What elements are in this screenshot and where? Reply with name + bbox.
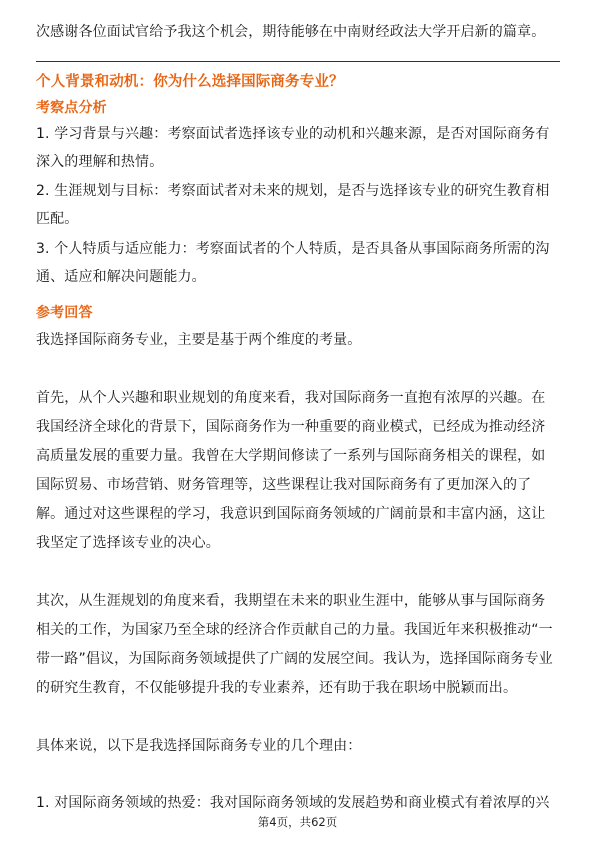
reason1-line1: 1. 对国际商务领域的热爱：我对国际商务领域的发展趋势和商业模式有着浓厚的兴 xyxy=(36,795,550,811)
para1-line5: 解。通过对这些课程的学习，我意识到国际商务领域的广阔前景和丰富内涵，这让 xyxy=(36,506,546,522)
answer-label: 参考回答 xyxy=(36,305,93,321)
page-number-footer: 第4页，共62页 xyxy=(257,815,338,829)
intro-line: 次感谢各位面试官给予我这个机会，期待能够在中南财经政法大学开启新的篇章。 xyxy=(36,24,546,40)
para1-line6: 我坚定了选择该专业的决心。 xyxy=(36,535,220,551)
analysis-item-1-line1: 1. 学习背景与兴趣：考察面试者选择该专业的动机和兴趣来源，是否对国际商务有 xyxy=(36,126,550,142)
para1-line4: 国际贸易、市场营销、财务管理等，这些课程让我对国际商务有了更加深入的了 xyxy=(36,477,532,493)
section-title: 个人背景和动机：你为什么选择国际商务专业？ xyxy=(36,74,344,90)
analysis-item-3-line1: 3. 个人特质与适应能力：考察面试者的个人特质，是否具备从事国际商务所需的沟 xyxy=(36,241,550,257)
para1-line2: 我国经济全球化的背景下，国际商务作为一种重要的商业模式，已经成为推动经济 xyxy=(36,419,546,435)
analysis-item-2-line1: 2. 生涯规划与目标：考察面试者对未来的规划，是否与选择该专业的研究生教育相 xyxy=(36,183,550,199)
para2-line1: 其次，从生涯规划的角度来看，我期望在未来的职业生涯中，能够从事与国际商务 xyxy=(36,593,546,609)
para3: 具体来说，以下是我选择国际商务专业的几个理由： xyxy=(36,738,362,754)
para1-line3: 高质量发展的重要力量。我曾在大学期间修读了一系列与国际商务相关的课程，如 xyxy=(36,448,546,464)
para2-line4: 的研究生教育，不仅能够提升我的专业素养，还有助于我在职场中脱颖而出。 xyxy=(36,680,518,696)
analysis-item-3-line2: 通、适应和解决问题能力。 xyxy=(36,269,206,285)
para1-line1: 首先，从个人兴趣和职业规划的角度来看，我对国际商务一直抱有浓厚的兴趣。在 xyxy=(36,390,546,406)
para2-line2: 相关的工作，为国家乃至全球的经济合作贡献自己的力量。我国近年来积极推动“一 xyxy=(36,622,553,638)
para2-line3: 带一路”倡议，为国际商务领域提供了广阔的发展空间。我认为，选择国际商务专业 xyxy=(36,651,553,667)
analysis-item-2-line2: 匹配。 xyxy=(36,211,79,227)
analysis-label: 考察点分析 xyxy=(36,100,107,116)
section-divider xyxy=(36,61,560,62)
analysis-item-1-line2: 深入的理解和热情。 xyxy=(36,154,164,170)
answer-intro: 我选择国际商务专业，主要是基于两个维度的考量。 xyxy=(36,332,362,348)
